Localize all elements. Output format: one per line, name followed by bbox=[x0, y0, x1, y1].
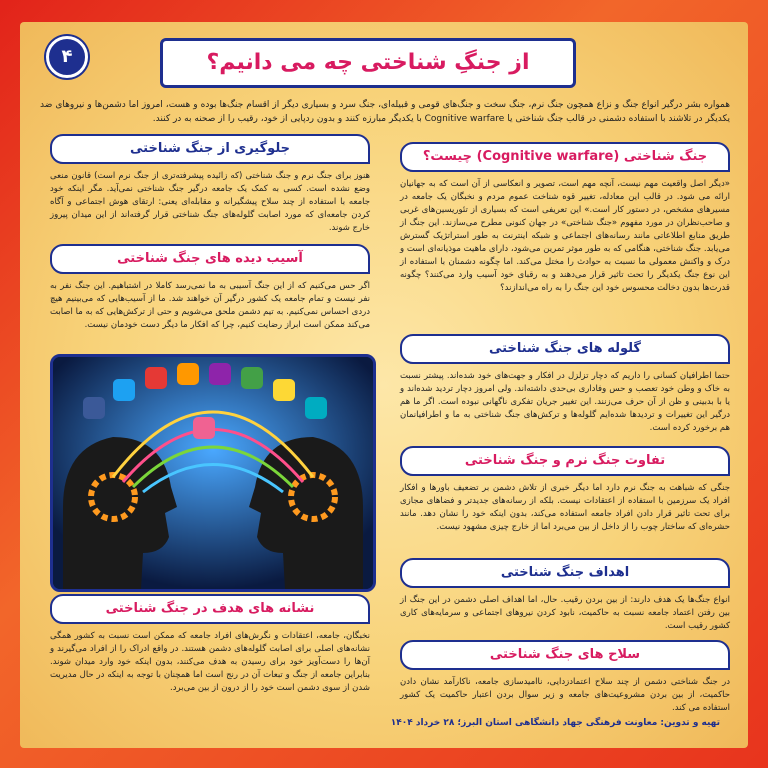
right-col-s2 bbox=[400, 334, 730, 435]
email-icon bbox=[145, 367, 167, 389]
section-what-is-head bbox=[400, 142, 730, 172]
section-victims-head bbox=[50, 244, 370, 274]
music-icon bbox=[209, 363, 231, 385]
section-targets-title: نشانه های هدف در جنگ شناختی bbox=[105, 601, 315, 616]
facebook-icon bbox=[83, 397, 105, 419]
section-bullets-text: حتما اطرافیان کسانی را داریم که دچار تزلزل در افکار و جهت‌های خود شده‌اند. پیشتر نسبت به خاک و وطن خود تعصب و حس وفاداری بی‌حدی داشته‌اند. ولی امروز دچار تردید شده‌اند و یا با بدبینی و ظن از آن حرف می‌زنند. این تغییر جریان تفکری ناگهانی نبوده است. اگر ما هم درگیر این تغییرات و تردیدها شده‌ایم گلوله‌ها و ترکش‌های جنگ شناختی به ما و اطرافیانمان هم برخورد کرده است. bbox=[400, 371, 730, 433]
section-targets-head bbox=[50, 594, 370, 624]
section-what-is-title: جنگ شناختی (Cognitive warfare) چیست؟ bbox=[422, 149, 708, 164]
intro-paragraph: همواره بشر درگیر انواع جنگ و نزاع همچون جنگ نرم، جنگ سخت و جنگ‌های قومی و قبیله‌ای، جنگ سرد و بسیاری دیگر از اقسام جنگ‌ها بوده و هست، امروز اما دشمن‌ها و نیروهای ضد یکدیگر در تلاشند با استفاده دشمنی در قالب جنگ شناختی یا Cognitive warfare با یکدیگر مبارزه کنند و بدون ردپایی از خود، رقیب را از صحنه به در کنند. bbox=[40, 100, 730, 124]
chat-icon bbox=[241, 367, 263, 389]
section-bullets-head bbox=[400, 334, 730, 364]
section-prevention-title: جلوگیری از جنگ شناختی bbox=[130, 141, 290, 156]
twitter-icon bbox=[113, 379, 135, 401]
cloud-icon bbox=[177, 363, 199, 385]
section-weapons-text: در جنگ شناختی دشمن از چند سلاح اعتمادزدایی، ناامیدسازی جامعه، ناکارآمد نشان دادن حاکمیت، از بین بردن مشروعیت‌های جامعه و زیر سوال بردن اعتبار حاکمیت یک کشور استفاده می کند. bbox=[400, 677, 730, 713]
section-difference-text: جنگی که شباهت به جنگ نرم دارد اما دیگر خبری از تلاش دشمن بر تضعیف باورها و افکار افراد یک سرزمین با استفاده از اعتقادات نیست. بلکه از رسانه‌های جدیدتر و فضاهای مجازی برای تحت تاثیر قرار دادن افراد جامعه استفاده می‌کند، بدون اینکه خود را نشان دهد. مانند حشره‌ای که ساختار چوب را از داخل از بین می‌برد اما از خارج چیزی مشهود نیست. bbox=[400, 483, 730, 532]
left-col-s2 bbox=[50, 244, 370, 332]
section-weapons-head bbox=[400, 640, 730, 670]
credit-footer: تهیه و تدوین: معاونت فرهنگی جهاد دانشگاهی استان البرز؛ ۲۸ خرداد ۱۴۰۴ bbox=[390, 718, 720, 728]
section-prevention-head bbox=[50, 134, 370, 164]
section-goals-title: اهداف جنگ شناختی bbox=[500, 565, 630, 580]
section-prevention-text: هنوز برای جنگ نرم و جنگ شناختی (که زائیده پیشرفته‌تری از جنگ نرم است) قانون منعی وضع نشده است. کسی به کمک یک جامعه درگیر جنگ شناختی نمی‌آید. مگر اینکه خود جامعه با استفاده از چند سلاح پیشگیرانه و مقابله‌ای یعنی: ارتقای هوش اجتماعی و آگاه کردن جامعه‌ای که مورد اصابت گلوله‌های جنگ شناختی قرار گرفته‌اند از این میدان پیروز خارج شوند. bbox=[50, 171, 370, 233]
page-title: از جنگِ شناختی چه می دانیم؟ bbox=[206, 50, 530, 75]
section-difference-head bbox=[400, 446, 730, 476]
section-victims-title: آسیب دیده های جنگ شناختی bbox=[117, 251, 303, 266]
page-title-box bbox=[160, 38, 576, 88]
phone-icon bbox=[193, 417, 215, 439]
page-number-badge: ۴ bbox=[46, 36, 88, 78]
poster-paper bbox=[20, 22, 748, 748]
cognitive-warfare-illustration bbox=[50, 354, 376, 592]
section-goals-text: انواع جنگ‌ها یک هدف دارند: از بین بردن رقیب. حال، اما اهداف اصلی دشمن در این جنگ از بین رفتن اعتماد جامعه نسبت به حاکمیت، نابود کردن نیروهای اجتماعی و سرمایه‌های کاری کشور رقیب است. bbox=[400, 595, 730, 631]
right-col-s3 bbox=[400, 446, 730, 534]
camera-icon bbox=[273, 379, 295, 401]
section-weapons-title: سلاح های جنگ شناختی bbox=[489, 647, 641, 662]
right-col-s4 bbox=[400, 558, 730, 633]
section-difference-title: تفاوت جنگ نرم و جنگ شناختی bbox=[464, 453, 666, 468]
left-col-s1 bbox=[50, 134, 370, 235]
left-col-s3 bbox=[50, 594, 370, 695]
section-goals-head bbox=[400, 558, 730, 588]
heads-icons-graphic bbox=[53, 357, 373, 589]
section-victims-text: اگر حس می‌کنیم که از این جنگ آسیبی به ما نمی‌رسد کاملا در اشتباهیم. این جنگ نفر به نفر نیست و تمام جامعه یک کشور درگیر آن خواهند شد. ما از آسیب‌هایی که می‌بینیم هیچ دردی احساس نمی‌کنیم. به تیم دشمن ملحق می‌شویم و حتی از ترکش‌هایی که به ما اصابت می‌کند ممکن است ابراز رضایت کنیم، چرا که افکار ما دیگر دست خودمان نیست. bbox=[50, 281, 370, 330]
section-targets-text: نخبگان، جامعه، اعتقادات و نگرش‌های افراد جامعه که ممکن است نسبت به کشور همگی نشانه‌های اصلی برای اصابت گلوله‌های دشمن هستند. در واقع ادراک را از افراد می‌گیرند و آن‌ها را دست‌آویز خود برای رسیدن به هدف می‌کنند، بدون اینکه خود وارد میدان شوند. بنابراین جامعه از جنگ و تبعات آن در رنج است اما همچنان با توجه به اینکه در حال مدیریت شدن از سوی دشمن است خود را از درون از بین می‌برد. bbox=[50, 631, 370, 693]
right-column bbox=[400, 142, 730, 295]
section-what-is-text: «دیگر اصل واقعیت مهم نیست، آنچه مهم است، تصویر و انعکاسی از آن است که به جهانیان ارائه می شود. در قالب این معادله، تغییر قوه شناخت عموم مردم و نخبگان یک جامعه در مسیرهای مشخص، در دستور کار است.» این تعریفی است که بسیاری از تئوریسین‌های غربی و صاحب‌نظران در مورد مفهوم «جنگ شناختی» در جهان کنونی مطرح می‌سازند. این جنگ از طریق منابع اطلاعاتی مانند رسانه‌های اجتماعی و شبکه اینترنت به طور استراتژیک گسترش می‌یابد. جنگ شناختی، هنگامی که به طور موثر تمرین می‌شود، دارای ماهیت موذیانه‌ای است و درک و واکنش معمولی ما نسبت به حوادث را مختل می‌کند. اما چگونه دشمنان با استفاده از این نوع جنگ یکدیگر را تحت تاثیر قرار می‌دهند و به رقبای خود آسیب وارد می‌کنند؟ چگونه قدرت‌ها بدون دخالت محسوس خود این جنگ را به راه می‌اندازند؟ bbox=[400, 179, 730, 293]
video-icon bbox=[305, 397, 327, 419]
right-col-s5 bbox=[400, 640, 730, 715]
section-bullets-title: گلوله های جنگ شناختی bbox=[489, 341, 641, 356]
